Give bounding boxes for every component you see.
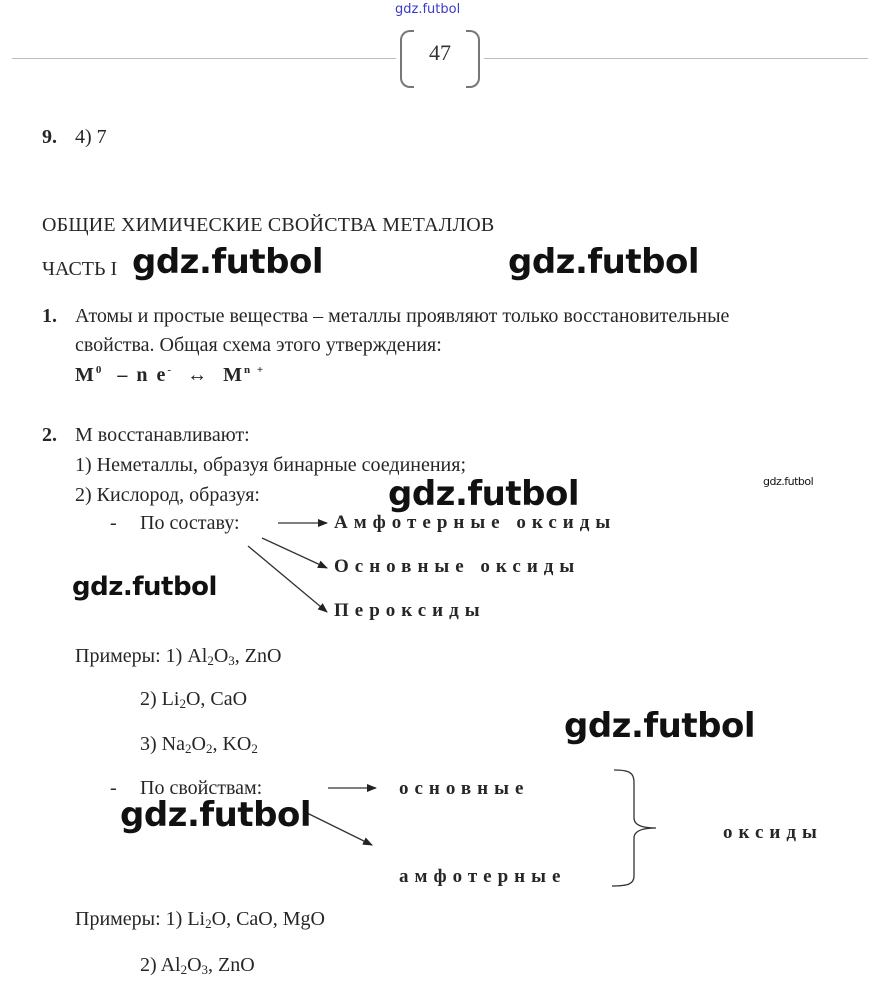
item1-line2: свойства. Общая схема этого утверждения:: [75, 334, 442, 356]
examples1-line3: 3) $Na_2O_2$, $KO_2$: [140, 733, 258, 756]
examples2-line1: Примеры: 1) $Li_2O$, CaO, MgO: [75, 908, 325, 931]
q9-number: 9.: [42, 126, 57, 148]
examples2-line2: 2) $Al_2O_3$, ZnO: [140, 954, 255, 977]
examples1-line1: Примеры: 1) $Al_2O_3$, ZnO: [75, 645, 282, 668]
item2-intro: М восстанавливают:: [75, 424, 250, 446]
part-label: ЧАСТЬ I: [42, 258, 118, 280]
target-basic-oxides: Основные оксиды: [334, 556, 581, 577]
page-number: 47: [429, 40, 451, 65]
group-label-oxides: оксиды: [723, 822, 823, 843]
item1-formula: $M^0$ – n e- ↔ $M^{n +}$: [75, 364, 266, 386]
watermark-2: gdz.futbol: [508, 242, 699, 282]
watermark-1: gdz.futbol: [132, 242, 323, 282]
watermark-7: gdz.futbol: [120, 795, 311, 835]
arrow-to-basic-oxides: [262, 538, 327, 568]
arrow-to-amphoteric: [305, 812, 372, 845]
watermark-4: gdz.futbol: [388, 474, 579, 514]
watermark-6: gdz.futbol: [564, 706, 755, 746]
composition-dash: -: [110, 512, 117, 534]
properties-dash: -: [110, 777, 117, 799]
target-amphoteric-oxides: Амфотерные оксиды: [334, 512, 617, 533]
target-peroxides: Пероксиды: [334, 600, 486, 621]
item2-sub1: 1) Неметаллы, образуя бинарные соединения;: [75, 454, 467, 476]
properties-label: По свойствам:: [140, 777, 263, 799]
item1-line1: Атомы и простые вещества – металлы проявляют только восстановительные: [75, 305, 730, 327]
examples1-line2: 2) $Li_2O$, CaO: [140, 688, 248, 711]
watermark-5: gdz.futbol: [72, 572, 217, 602]
watermark-3: gdz.futbol: [763, 475, 814, 488]
section-title: ОБЩИЕ ХИМИЧЕСКИЕ СВОЙСТВА МЕТАЛЛОВ: [42, 214, 495, 236]
item2-sub2: 2) Кислород, образуя:: [75, 484, 260, 506]
q9-answer: 4) 7: [75, 126, 107, 148]
watermark-top: gdz.futbol: [395, 2, 461, 17]
item2-number: 2.: [42, 424, 57, 446]
target-amphoteric: амфотерные: [399, 866, 567, 887]
target-basic: основные: [399, 778, 530, 799]
arrow-to-peroxides: [248, 546, 327, 612]
right-curly-brace: [612, 770, 656, 886]
composition-label: По составу:: [140, 512, 240, 534]
item1-number: 1.: [42, 305, 57, 327]
